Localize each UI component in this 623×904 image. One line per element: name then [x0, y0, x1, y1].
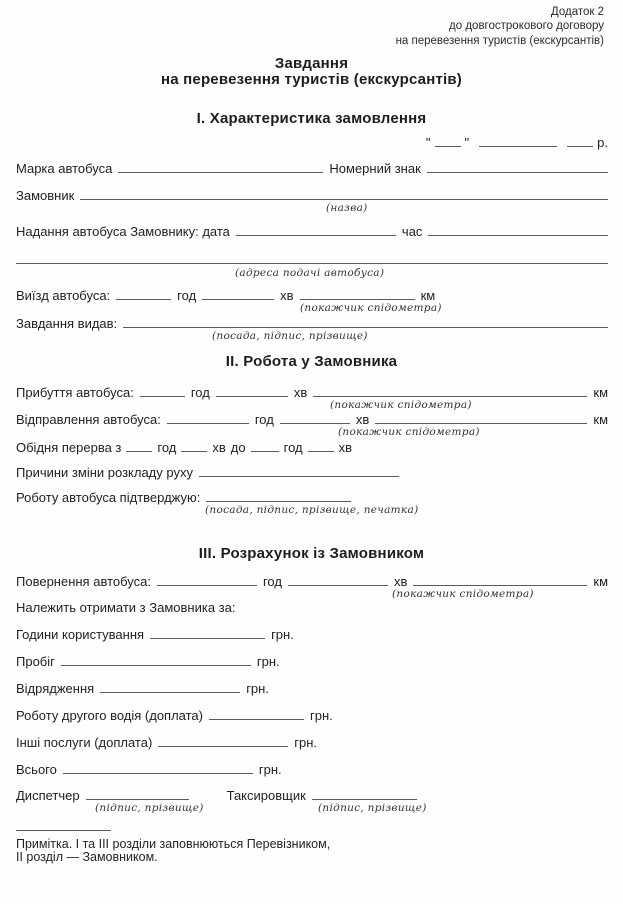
hour-label: год: [190, 385, 210, 400]
km-label: км: [593, 385, 608, 400]
uah-label: грн.: [258, 762, 282, 777]
hour-label: год: [157, 440, 177, 455]
blank-arrival-odometer: [313, 386, 587, 397]
minute-label: хв: [280, 288, 294, 303]
blank-arrival-minute: [216, 386, 288, 397]
blank-total: [63, 763, 253, 774]
to-label: до: [230, 440, 246, 455]
usage-hours-label: Години користування: [16, 627, 145, 642]
hour-label: год: [177, 288, 197, 303]
blank-address: [16, 253, 608, 264]
minute-label: хв: [355, 412, 370, 427]
lunch-break-line: [16, 440, 608, 455]
provision-label: Надання автобуса Замовнику: дата: [16, 224, 230, 239]
schedule-change-line: [16, 465, 608, 480]
usage-hours-line: [16, 627, 608, 642]
blank-return-hour: [157, 575, 257, 586]
section1-heading: І. Характеристика замовлення: [196, 110, 427, 127]
mileage-label: Пробіг: [16, 654, 55, 669]
mileage-line: [16, 654, 608, 669]
issued-by-label: Завдання видав:: [16, 316, 118, 331]
blank-lunch-to-minute: [308, 441, 334, 452]
doc-title-line1: Завдання: [274, 55, 349, 72]
return-label: Повернення автобуса:: [16, 574, 151, 589]
departure-label: Відправлення автобуса:: [16, 412, 161, 427]
issued-by-line: [16, 316, 608, 342]
km-label: км: [593, 574, 608, 589]
km-label: км: [593, 412, 608, 427]
appendix-line1: Додаток 2: [550, 6, 604, 18]
customer-line: [16, 188, 608, 214]
open-quote: ": [425, 135, 431, 150]
blank-exit-hour: [116, 289, 171, 300]
other-services-label: Інші послуги (доплата): [16, 735, 153, 750]
arrival-odometer-caption: (покажчик спідометра): [330, 399, 472, 411]
minute-label: хв: [338, 440, 353, 455]
blank-departure-hour: [167, 413, 249, 424]
time-label: час: [401, 224, 423, 239]
confirm-caption: (посада, підпис, прізвище, печатка): [205, 504, 419, 516]
blank-arrival-hour: [140, 386, 185, 397]
arrival-line: [16, 385, 608, 411]
minute-label: хв: [293, 385, 308, 400]
uah-label: грн.: [271, 627, 294, 642]
second-driver-label: Роботу другого водія (доплата): [16, 708, 203, 723]
blank-trip: [100, 682, 240, 693]
provision-line: [16, 224, 608, 239]
bus-exit-label: Виїзд автобуса:: [16, 288, 111, 303]
dispatcher-label: Диспетчер: [16, 788, 80, 803]
confirm-line: [16, 490, 608, 516]
blank-schedule-change: [199, 466, 399, 477]
total-label: Всього: [16, 762, 57, 777]
blank-exit-odometer: [300, 289, 415, 300]
schedule-change-label: Причини зміни розкладу руху: [16, 465, 193, 480]
issued-by-caption: (посада, підпис, прізвище): [212, 330, 368, 342]
section3-heading: ІІІ. Розрахунок із Замовником: [198, 545, 425, 562]
uah-label: грн.: [246, 681, 269, 696]
section2-heading: ІІ. Робота у Замовника: [225, 353, 398, 370]
blank-dispatcher: [86, 789, 189, 800]
trip-line: [16, 681, 608, 696]
signatures-line: [16, 788, 608, 814]
footnote-rule: [16, 830, 111, 831]
lunch-from-label: Обідня перерва з: [16, 440, 122, 455]
dispatcher-signature-caption: (підпис, прізвище): [95, 802, 204, 814]
blank-issued-by: [123, 317, 608, 328]
address-caption: (адреса подачі автобуса): [235, 267, 385, 279]
rate-setter-label: Таксировщик: [226, 788, 306, 803]
address-line: [16, 253, 608, 279]
blank-year: [567, 136, 593, 147]
receivable-label: Належить отримати з Замовника за:: [16, 600, 236, 615]
appendix-line2: до довгострокового договору: [449, 20, 604, 33]
blank-provision-time: [428, 225, 608, 236]
blank-mileage: [61, 655, 251, 666]
blank-bus-make: [118, 162, 323, 173]
blank-departure-odometer: [375, 413, 587, 424]
note-line1: Примітка. І та ІІІ розділи заповнюються Перевізником,: [16, 837, 331, 851]
blank-other-services: [158, 736, 288, 747]
hour-label: год: [262, 574, 282, 589]
bus-make-line: [16, 161, 608, 176]
note-line2: ІІ розділ — Замовником.: [16, 850, 158, 864]
blank-return-odometer: [413, 575, 587, 586]
blank-customer: [80, 189, 608, 200]
km-label: км: [420, 288, 436, 303]
year-suffix: р.: [597, 135, 608, 150]
other-services-line: [16, 735, 608, 750]
customer-name-caption: (назва): [326, 202, 368, 214]
return-line: [16, 574, 608, 600]
blank-exit-minute: [202, 289, 274, 300]
blank-rate-setter: [312, 789, 417, 800]
hour-label: год: [283, 440, 303, 455]
appendix-note: [396, 5, 604, 48]
bus-make-label: Марка автобуса: [16, 161, 113, 176]
blank-provision-date: [236, 225, 396, 236]
blank-lunch-from-minute: [181, 441, 207, 452]
blank-confirm: [206, 491, 351, 502]
total-line: [16, 762, 608, 777]
blank-day: [435, 136, 461, 147]
blank-return-minute: [288, 575, 388, 586]
uah-label: грн.: [256, 654, 280, 669]
uah-label: грн.: [294, 735, 318, 750]
departure-odometer-caption: (покажчик спідометра): [338, 426, 480, 438]
exit-odometer-caption: (покажчик спідометра): [300, 302, 442, 314]
customer-label: Замовник: [16, 188, 75, 203]
close-quote: ": [464, 135, 470, 150]
blank-lunch-from-hour: [126, 441, 152, 452]
return-odometer-caption: (покажчик спідометра): [392, 588, 534, 600]
date-line: [16, 135, 608, 150]
departure-line: [16, 412, 608, 438]
confirm-label: Роботу автобуса підтверджую:: [16, 490, 201, 505]
blank-usage-hours: [150, 628, 265, 639]
uah-label: грн.: [310, 708, 333, 723]
minute-label: хв: [393, 574, 408, 589]
minute-label: хв: [212, 440, 226, 455]
blank-lunch-to-hour: [251, 441, 279, 452]
appendix-line3: на перевезення туристів (екскурсантів): [395, 34, 604, 47]
plate-label: Номерний знак: [329, 161, 421, 176]
blank-plate: [427, 162, 608, 173]
trip-label: Відрядження: [16, 681, 95, 696]
blank-departure-minute: [280, 413, 350, 424]
blank-month: [479, 136, 557, 147]
receivable-line: [16, 600, 608, 615]
hour-label: год: [254, 412, 274, 427]
arrival-label: Прибуття автобуса:: [16, 385, 134, 400]
blank-second-driver: [209, 709, 304, 720]
rate-setter-signature-caption: (підпис, прізвище): [318, 802, 427, 814]
doc-title-line2: на перевезення туристів (екскурсантів): [160, 71, 463, 88]
bus-exit-line: [16, 288, 608, 314]
second-driver-line: [16, 708, 608, 723]
